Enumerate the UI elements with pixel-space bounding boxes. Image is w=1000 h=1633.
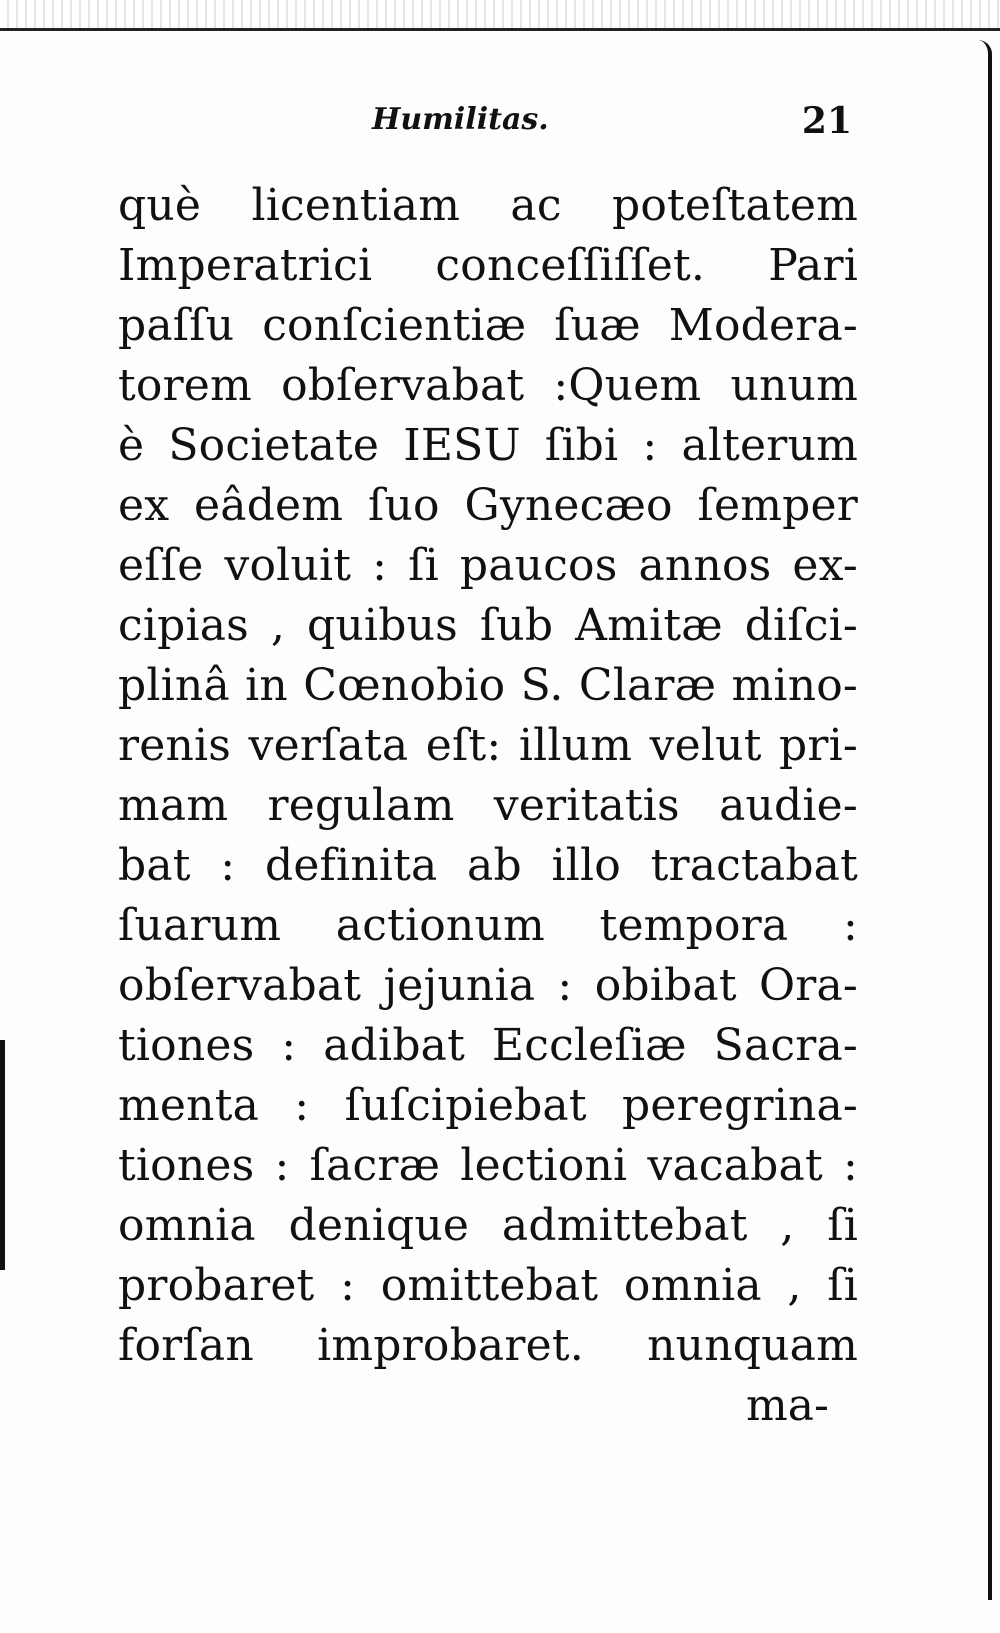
body-text <box>118 176 858 1376</box>
running-title: Humilitas. <box>372 102 549 137</box>
text-line-12: bat : definita ab illo tractabat <box>118 840 858 891</box>
text-line-16: menta : ſuſcipiebat peregrina- <box>118 1080 858 1131</box>
page-right-edge <box>978 40 992 1600</box>
text-line-2: Imperatrici conceſſiſſet. Pari <box>118 240 858 291</box>
text-line-1: què licentiam ac poteſtatem <box>118 180 858 231</box>
text-line-4: torem obſervabat :Quem unum <box>118 360 858 411</box>
text-line-13: ſuarum actionum tempora : <box>118 900 858 951</box>
text-line-7: eſſe voluit : ſi paucos annos ex- <box>118 540 858 591</box>
text-line-9: plinâ in Cœnobio S. Claræ mino- <box>118 660 858 711</box>
text-line-15: tiones : adibat Eccleſiæ Sacra- <box>118 1020 858 1071</box>
text-line-20: forſan improbaret. nunquam <box>118 1320 858 1371</box>
text-line-8: cipias , quibus ſub Amitæ diſci- <box>118 600 858 651</box>
text-line-17: tiones : ſacræ lectioni vacabat : <box>118 1140 858 1191</box>
page-header <box>372 102 852 148</box>
text-line-18: omnia denique admittebat , ſi <box>118 1200 858 1251</box>
text-line-11: mam regulam veritatis audie- <box>118 780 858 831</box>
text-line-3: paſſu conſcientiæ ſuæ Modera- <box>118 300 858 351</box>
page-number: 21 <box>801 100 852 142</box>
catchword: ma- <box>746 1380 829 1431</box>
text-line-14: obſervabat jejunia : obibat Ora- <box>118 960 858 1011</box>
text-line-5: è Societate IESU ſibi : alterum <box>118 420 858 471</box>
text-line-10: renis verſata eſt: illum velut pri- <box>118 720 858 771</box>
page-top-edge <box>0 0 1000 31</box>
page-left-edge-shadow <box>0 1040 5 1270</box>
text-line-19: probaret : omittebat omnia , ſi <box>118 1260 858 1311</box>
text-line-6: ex eâdem ſuo Gynecæo ſemper <box>118 480 858 531</box>
